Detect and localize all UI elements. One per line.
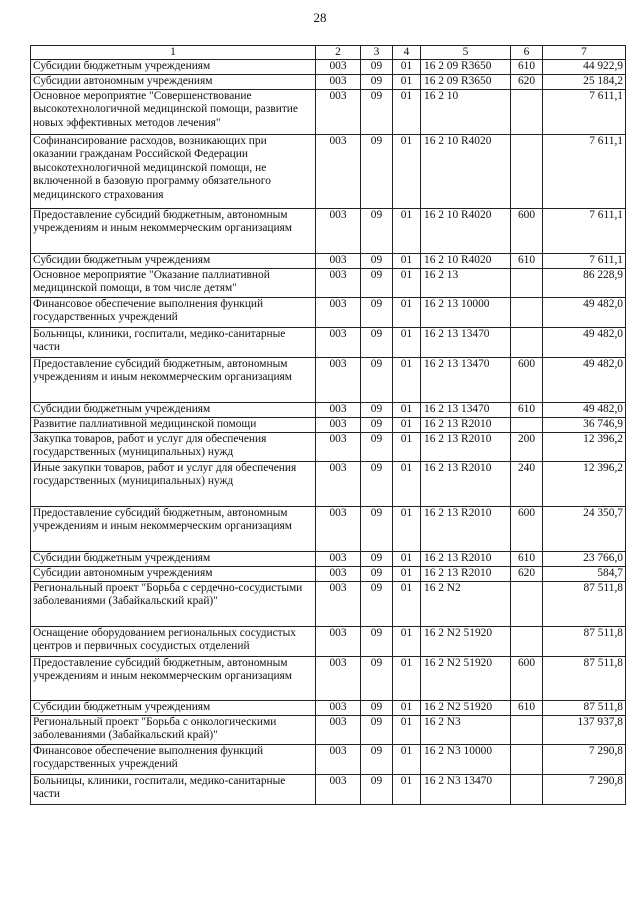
cell-name: Субсидии бюджетным учреждениям <box>31 551 316 566</box>
cell-sum: 49 482,0 <box>543 402 626 417</box>
cell-rz: 09 <box>361 417 393 432</box>
cell-sum: 23 766,0 <box>543 551 626 566</box>
cell-pr: 01 <box>393 551 421 566</box>
cell-grbs: 003 <box>316 327 361 357</box>
cell-rz: 09 <box>361 626 393 656</box>
cell-grbs: 003 <box>316 700 361 715</box>
table-row <box>31 297 626 327</box>
cell-pr: 01 <box>393 134 421 208</box>
table-row <box>31 461 626 506</box>
table-row <box>31 268 626 297</box>
cell-vr <box>511 715 543 744</box>
cell-grbs: 003 <box>316 715 361 744</box>
cell-csr: 16 2 13 R2010 <box>421 417 511 432</box>
cell-sum: 12 396,2 <box>543 461 626 506</box>
cell-name: Региональный проект "Борьба с онкологическими заболеваниями (Забайкальский край)" <box>31 715 316 744</box>
cell-grbs: 003 <box>316 297 361 327</box>
cell-name: Развитие паллиативной медицинской помощи <box>31 417 316 432</box>
cell-csr: 16 2 10 R4020 <box>421 208 511 253</box>
cell-csr: 16 2 13 13470 <box>421 402 511 417</box>
cell-rz: 09 <box>361 357 393 402</box>
table-body <box>31 60 626 805</box>
table-row <box>31 700 626 715</box>
cell-csr: 16 2 10 R4020 <box>421 253 511 268</box>
cell-grbs: 003 <box>316 268 361 297</box>
cell-name: Закупка товаров, работ и услуг для обеспечения государственных (муниципальных) нужд <box>31 432 316 461</box>
cell-rz: 09 <box>361 551 393 566</box>
cell-csr: 16 2 N2 51920 <box>421 656 511 700</box>
table-row <box>31 60 626 75</box>
cell-rz: 09 <box>361 566 393 581</box>
cell-vr: 240 <box>511 461 543 506</box>
cell-name: Основное мероприятие "Оказание паллиативной медицинской помощи, в том числе детям" <box>31 268 316 297</box>
table-row <box>31 89 626 134</box>
table-row <box>31 357 626 402</box>
cell-grbs: 003 <box>316 774 361 804</box>
cell-sum: 7 290,8 <box>543 774 626 804</box>
table-row <box>31 744 626 774</box>
cell-pr: 01 <box>393 357 421 402</box>
table-row <box>31 134 626 208</box>
cell-vr <box>511 744 543 774</box>
cell-vr: 600 <box>511 506 543 551</box>
cell-pr: 01 <box>393 417 421 432</box>
cell-name: Региональный проект "Борьба с сердечно-сосудистыми заболеваниями (Забайкальский край)" <box>31 581 316 626</box>
cell-rz: 09 <box>361 581 393 626</box>
cell-rz: 09 <box>361 253 393 268</box>
cell-sum: 7 611,1 <box>543 89 626 134</box>
cell-pr: 01 <box>393 89 421 134</box>
cell-grbs: 003 <box>316 461 361 506</box>
cell-grbs: 003 <box>316 551 361 566</box>
cell-sum: 12 396,2 <box>543 432 626 461</box>
cell-pr: 01 <box>393 626 421 656</box>
cell-sum: 7 290,8 <box>543 744 626 774</box>
cell-rz: 09 <box>361 89 393 134</box>
cell-sum: 44 922,9 <box>543 60 626 75</box>
cell-vr <box>511 268 543 297</box>
cell-pr: 01 <box>393 715 421 744</box>
cell-vr: 600 <box>511 656 543 700</box>
cell-rz: 09 <box>361 715 393 744</box>
table-row <box>31 566 626 581</box>
cell-name: Оснащение оборудованием региональных сосудистых центров и первичных сосудистых отделений <box>31 626 316 656</box>
cell-vr: 610 <box>511 60 543 75</box>
cell-pr: 01 <box>393 744 421 774</box>
cell-pr: 01 <box>393 297 421 327</box>
cell-csr: 16 2 13 R2010 <box>421 432 511 461</box>
cell-csr: 16 2 13 13470 <box>421 357 511 402</box>
cell-pr: 01 <box>393 327 421 357</box>
cell-vr <box>511 327 543 357</box>
cell-grbs: 003 <box>316 581 361 626</box>
cell-name: Софинансирование расходов, возникающих при оказании гражданам Российской Федерации высокотехнологичной медицинской помощи, не включенной в базовую программу обязательного медицинского страхования <box>31 134 316 208</box>
cell-rz: 09 <box>361 656 393 700</box>
cell-rz: 09 <box>361 134 393 208</box>
cell-name: Субсидии бюджетным учреждениям <box>31 700 316 715</box>
cell-rz: 09 <box>361 327 393 357</box>
table-row <box>31 626 626 656</box>
table-row <box>31 417 626 432</box>
cell-rz: 09 <box>361 432 393 461</box>
cell-rz: 09 <box>361 60 393 75</box>
table-row <box>31 551 626 566</box>
cell-rz: 09 <box>361 506 393 551</box>
cell-name: Предоставление субсидий бюджетным, автономным учреждениям и иным некоммерческим организациям <box>31 506 316 551</box>
cell-name: Основное мероприятие "Совершенствование высокотехнологичной медицинской помощи, развитие новых эффективных методов лечения" <box>31 89 316 134</box>
header-col-6: 6 <box>511 46 543 60</box>
page-number: 28 <box>313 10 327 25</box>
cell-csr: 16 2 13 R2010 <box>421 461 511 506</box>
cell-grbs: 003 <box>316 89 361 134</box>
header-col-1: 1 <box>31 46 316 60</box>
cell-sum: 584,7 <box>543 566 626 581</box>
cell-sum: 49 482,0 <box>543 357 626 402</box>
cell-vr: 610 <box>511 253 543 268</box>
cell-sum: 137 937,8 <box>543 715 626 744</box>
cell-pr: 01 <box>393 700 421 715</box>
cell-name: Субсидии автономным учреждениям <box>31 74 316 89</box>
header-col-2: 2 <box>316 46 361 60</box>
table-row <box>31 774 626 804</box>
header-col-7: 7 <box>543 46 626 60</box>
cell-vr: 620 <box>511 74 543 89</box>
table-row <box>31 581 626 626</box>
cell-pr: 01 <box>393 268 421 297</box>
cell-rz: 09 <box>361 74 393 89</box>
header-col-3: 3 <box>361 46 393 60</box>
cell-pr: 01 <box>393 774 421 804</box>
cell-name: Субсидии бюджетным учреждениям <box>31 253 316 268</box>
cell-vr <box>511 417 543 432</box>
cell-grbs: 003 <box>316 744 361 774</box>
cell-csr: 16 2 N2 51920 <box>421 626 511 656</box>
cell-vr <box>511 134 543 208</box>
header-col-4: 4 <box>393 46 421 60</box>
cell-csr: 16 2 N2 <box>421 581 511 626</box>
cell-pr: 01 <box>393 402 421 417</box>
cell-csr: 16 2 N3 <box>421 715 511 744</box>
cell-pr: 01 <box>393 581 421 626</box>
cell-rz: 09 <box>361 774 393 804</box>
cell-grbs: 003 <box>316 506 361 551</box>
cell-pr: 01 <box>393 656 421 700</box>
cell-grbs: 003 <box>316 253 361 268</box>
table-row <box>31 432 626 461</box>
table-row <box>31 715 626 744</box>
cell-rz: 09 <box>361 700 393 715</box>
cell-vr: 610 <box>511 551 543 566</box>
table-row <box>31 402 626 417</box>
cell-name: Предоставление субсидий бюджетным, автономным учреждениям и иным некоммерческим организациям <box>31 357 316 402</box>
cell-csr: 16 2 N3 13470 <box>421 774 511 804</box>
cell-grbs: 003 <box>316 134 361 208</box>
cell-sum: 25 184,2 <box>543 74 626 89</box>
cell-name: Субсидии автономным учреждениям <box>31 566 316 581</box>
cell-csr: 16 2 N3 10000 <box>421 744 511 774</box>
cell-sum: 49 482,0 <box>543 327 626 357</box>
cell-rz: 09 <box>361 744 393 774</box>
table-row <box>31 506 626 551</box>
cell-csr: 16 2 13 R2010 <box>421 566 511 581</box>
cell-grbs: 003 <box>316 432 361 461</box>
cell-sum: 87 511,8 <box>543 700 626 715</box>
cell-grbs: 003 <box>316 60 361 75</box>
cell-csr: 16 2 13 10000 <box>421 297 511 327</box>
cell-vr: 200 <box>511 432 543 461</box>
cell-name: Предоставление субсидий бюджетным, автономным учреждениям и иным некоммерческим организациям <box>31 656 316 700</box>
cell-rz: 09 <box>361 208 393 253</box>
cell-pr: 01 <box>393 432 421 461</box>
cell-name: Финансовое обеспечение выполнения функций государственных учреждений <box>31 744 316 774</box>
table-row <box>31 253 626 268</box>
cell-csr: 16 2 09 R3650 <box>421 74 511 89</box>
cell-pr: 01 <box>393 506 421 551</box>
cell-sum: 7 611,1 <box>543 208 626 253</box>
cell-sum: 87 511,8 <box>543 581 626 626</box>
cell-pr: 01 <box>393 60 421 75</box>
cell-csr: 16 2 13 R2010 <box>421 551 511 566</box>
cell-vr: 620 <box>511 566 543 581</box>
header-row <box>31 46 626 60</box>
cell-sum: 86 228,9 <box>543 268 626 297</box>
cell-pr: 01 <box>393 208 421 253</box>
cell-csr: 16 2 09 R3650 <box>421 60 511 75</box>
table-row <box>31 208 626 253</box>
cell-name: Финансовое обеспечение выполнения функций государственных учреждений <box>31 297 316 327</box>
cell-name: Субсидии бюджетным учреждениям <box>31 60 316 75</box>
cell-csr: 16 2 10 R4020 <box>421 134 511 208</box>
cell-csr: 16 2 10 <box>421 89 511 134</box>
cell-sum: 87 511,8 <box>543 626 626 656</box>
cell-sum: 7 611,1 <box>543 134 626 208</box>
cell-rz: 09 <box>361 297 393 327</box>
cell-vr: 600 <box>511 357 543 402</box>
cell-vr <box>511 89 543 134</box>
cell-grbs: 003 <box>316 417 361 432</box>
cell-grbs: 003 <box>316 357 361 402</box>
cell-pr: 01 <box>393 461 421 506</box>
cell-sum: 24 350,7 <box>543 506 626 551</box>
cell-sum: 36 746,9 <box>543 417 626 432</box>
budget-table <box>30 45 626 805</box>
cell-rz: 09 <box>361 268 393 297</box>
cell-csr: 16 2 N2 51920 <box>421 700 511 715</box>
cell-grbs: 003 <box>316 402 361 417</box>
table-row <box>31 74 626 89</box>
cell-name: Иные закупки товаров, работ и услуг для обеспечения государственных (муниципальных) нужд <box>31 461 316 506</box>
cell-sum: 49 482,0 <box>543 297 626 327</box>
cell-vr <box>511 297 543 327</box>
cell-name: Предоставление субсидий бюджетным, автономным учреждениям и иным некоммерческим организациям <box>31 208 316 253</box>
cell-grbs: 003 <box>316 656 361 700</box>
cell-csr: 16 2 13 R2010 <box>421 506 511 551</box>
cell-vr: 600 <box>511 208 543 253</box>
cell-vr <box>511 774 543 804</box>
cell-grbs: 003 <box>316 566 361 581</box>
cell-csr: 16 2 13 <box>421 268 511 297</box>
cell-csr: 16 2 13 13470 <box>421 327 511 357</box>
table-row <box>31 656 626 700</box>
cell-rz: 09 <box>361 461 393 506</box>
cell-name: Больницы, клиники, госпитали, медико-санитарные части <box>31 327 316 357</box>
cell-pr: 01 <box>393 253 421 268</box>
cell-vr <box>511 581 543 626</box>
header-col-5: 5 <box>421 46 511 60</box>
cell-name: Больницы, клиники, госпитали, медико-санитарные части <box>31 774 316 804</box>
cell-grbs: 003 <box>316 208 361 253</box>
cell-pr: 01 <box>393 74 421 89</box>
cell-grbs: 003 <box>316 74 361 89</box>
table-row <box>31 327 626 357</box>
cell-sum: 87 511,8 <box>543 656 626 700</box>
cell-grbs: 003 <box>316 626 361 656</box>
cell-pr: 01 <box>393 566 421 581</box>
cell-vr: 610 <box>511 402 543 417</box>
cell-name: Субсидии бюджетным учреждениям <box>31 402 316 417</box>
cell-vr: 610 <box>511 700 543 715</box>
cell-sum: 7 611,1 <box>543 253 626 268</box>
cell-rz: 09 <box>361 402 393 417</box>
cell-vr <box>511 626 543 656</box>
